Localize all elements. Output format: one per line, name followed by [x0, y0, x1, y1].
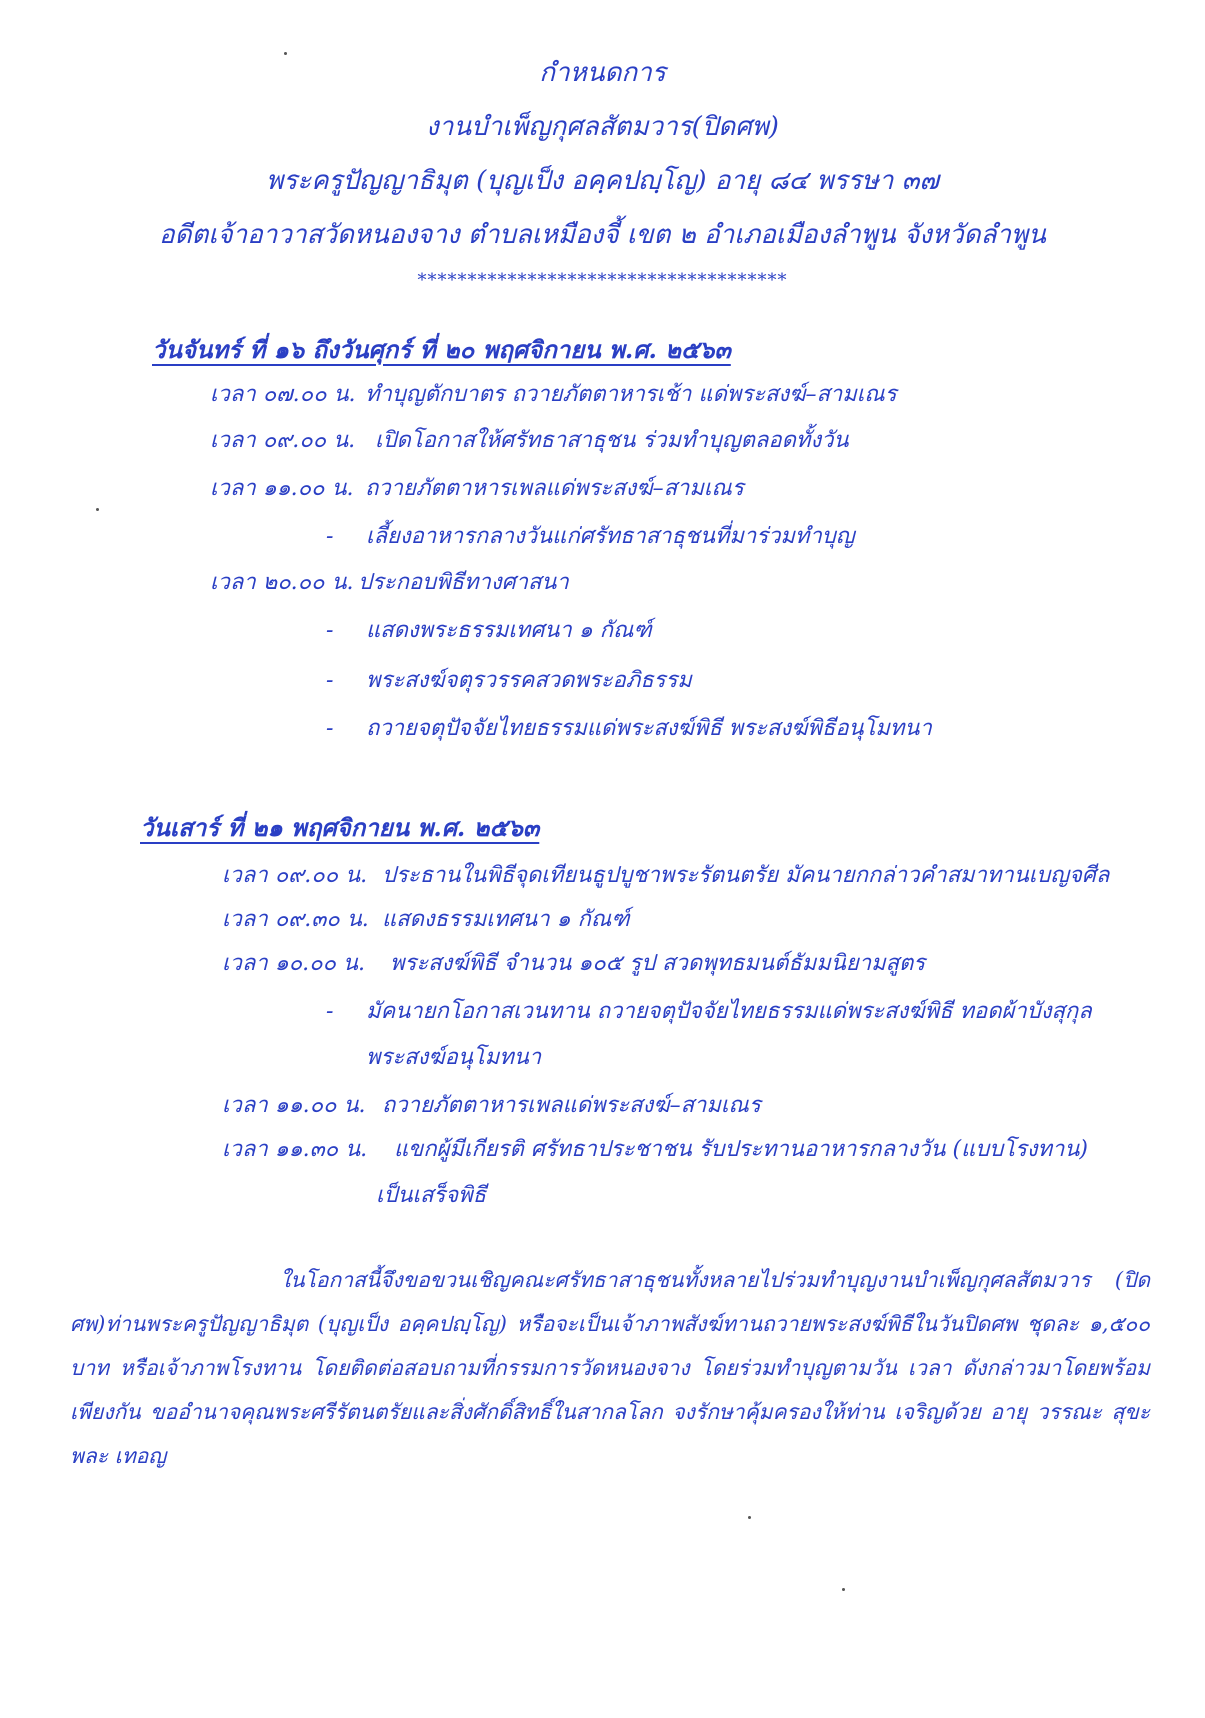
event-name: งานบำเพ็ญกุศลสัตมวาร(ปิดศพ) — [426, 112, 779, 142]
person-line: พระครูปัญญาธิมุต (บุญเป็ง อคฺคปญฺโญ) อายุ ๘๔ พรรษา ๓๗ — [266, 166, 939, 196]
schedule-row — [210, 422, 849, 457]
schedule-row — [210, 564, 569, 599]
schedule-row — [222, 1087, 761, 1122]
row-time: เวลา ๑๑.๐๐ น. — [222, 1093, 366, 1118]
sub-item-text: ถวายจตุปัจจัยไทยธรรมแด่พระสงฆ์พิธี พระสงฆ์พิธีอนุโมทนา — [366, 716, 932, 741]
schedule-row — [222, 901, 630, 936]
sub-item-text: เลี้ยงอาหารกลางวันแก่ศรัทธาสาธุชนที่มาร่วมทำบุญ — [366, 524, 855, 549]
sub-item-text: แสดงพระธรรมเทศนา ๑ กัณฑ์ — [366, 618, 652, 643]
sub-item — [326, 662, 692, 697]
continuation-line: เป็นเสร็จพิธี — [376, 1183, 487, 1208]
row-time: เวลา ๐๙.๐๐ น. — [210, 428, 356, 453]
doc-title: กำหนดการ — [539, 58, 666, 88]
row-time: เวลา ๐๙.๐๐ น. — [222, 863, 368, 888]
dash-bullet: - — [326, 524, 334, 549]
sub-item — [326, 710, 932, 745]
row-time: เวลา ๐๙.๓๐ น. — [222, 907, 369, 932]
position-line: อดีตเจ้าอาวาสวัดหนองจาง ตำบลเหมืองจี้ เขต ๒ อำเภอเมืองลำพูน จังหวัดลำพูน — [159, 220, 1046, 250]
sub-item — [326, 993, 1092, 1028]
dash-bullet: - — [326, 716, 334, 741]
section-heading-2: วันเสาร์ ที่ ๒๑ พฤศจิกายน พ.ศ. ๒๕๖๓ — [140, 813, 540, 842]
row-activity: ทำบุญตักบาตร ถวายภัตตาหารเช้า แด่พระสงฆ์–สามเณร — [365, 382, 897, 407]
row-time: เวลา ๑๑.๐๐ น. — [210, 476, 354, 501]
sub-item-text: พระสงฆ์จตุรวรรคสวดพระอภิธรรม — [366, 668, 692, 693]
closing-text: ในโอกาสนี้จึงขอขวนเชิญคณะศรัทธาสาธุชนทั้งหลายไปร่วมทำบุญงานบำเพ็ญกุศลสัตมวาร (ปิดศพ)ท่านพระครูปัญญาธิมุต (บุญเป็ง อคฺคปญฺโญ) หรือจะเป็นเจ้าภาพสังฆ์ทานถวายพระสงฆ์พิธีในวันปิดศพ ชุดละ ๑,๕๐๐ บาท หรือเจ้าภาพโรงทาน โดยติดต่อสอบถามที่กรรมการวัดหนองจาง โดยร่วมทำบุญตามวัน เวลา ดังกล่าวมาโดยพร้อมเพียงกัน ขออำนาจคุณพระศรีรัตนตรัยและสิ่งศักดิ์สิทธิ์ในสากลโลก จงรักษาคุ้มครองให้ท่าน เจริญด้วย อายุ วรรณะ สุขะ พละ เทอญ — [70, 1268, 1150, 1468]
schedule-row — [222, 857, 1109, 892]
section-heading-1: วันจันทร์ ที่ ๑๖ ถึงวันศุกร์ ที่ ๒๐ พฤศจิกายน พ.ศ. ๒๕๖๓ — [152, 335, 731, 364]
sub-item-text: มัคนายกโอกาสเวนทาน ถวายจตุปัจจัยไทยธรรมแด่พระสงฆ์พิธี ทอดผ้าบังสุกุล — [366, 999, 1092, 1024]
row-activity: ถวายภัตตาหารเพลแด่พระสงฆ์–สามเณร — [365, 476, 744, 501]
continuation-line: พระสงฆ์อนุโมทนา — [366, 1045, 542, 1070]
closing-paragraph — [70, 1258, 1150, 1478]
row-activity: แขกผู้มีเกียรติ ศรัทธาประชาชน รับประทานอาหารกลางวัน (แบบโรงทาน) — [394, 1137, 1089, 1162]
row-activity: ถวายภัตตาหารเพลแด่พระสงฆ์–สามเณร — [382, 1093, 761, 1118]
scan-speck — [284, 52, 287, 55]
sub-item — [326, 518, 855, 553]
dash-bullet: - — [326, 618, 334, 643]
schedule-row — [222, 1131, 1088, 1166]
row-time: เวลา ๐๗.๐๐ น. — [210, 382, 356, 407]
row-time: เวลา ๑๐.๐๐ น. — [222, 951, 365, 976]
sub-item — [326, 612, 652, 647]
scan-speck — [96, 508, 99, 511]
scan-speck — [842, 1588, 845, 1591]
row-activity: เปิดโอกาสให้ศรัทธาสาธุชน ร่วมทำบุญตลอดทั้งวัน — [375, 428, 849, 453]
schedule-row — [222, 945, 925, 980]
row-time: เวลา ๒๐.๐๐ น. — [210, 570, 354, 595]
row-time: เวลา ๑๑.๓๐ น. — [222, 1137, 368, 1162]
dash-bullet: - — [326, 668, 334, 693]
dash-bullet: - — [326, 999, 334, 1024]
row-activity: ประกอบพิธีทางศาสนา — [358, 570, 569, 595]
separator: ************************************* — [417, 270, 788, 291]
schedule-row — [210, 470, 744, 505]
schedule-row — [210, 376, 897, 411]
row-activity: แสดงธรรมเทศนา ๑ กัณฑ์ — [382, 907, 630, 932]
row-activity: ประธานในพิธีจุดเทียนธูปบูชาพระรัตนตรัย มัคนายกกล่าวคำสมาทานเบญจศีล — [382, 863, 1110, 888]
row-activity: พระสงฆ์พิธี จำนวน ๑๐๕ รูป สวดพุทธมนต์ธัมมนิยามสูตร — [390, 951, 926, 976]
scan-speck — [748, 1516, 751, 1519]
